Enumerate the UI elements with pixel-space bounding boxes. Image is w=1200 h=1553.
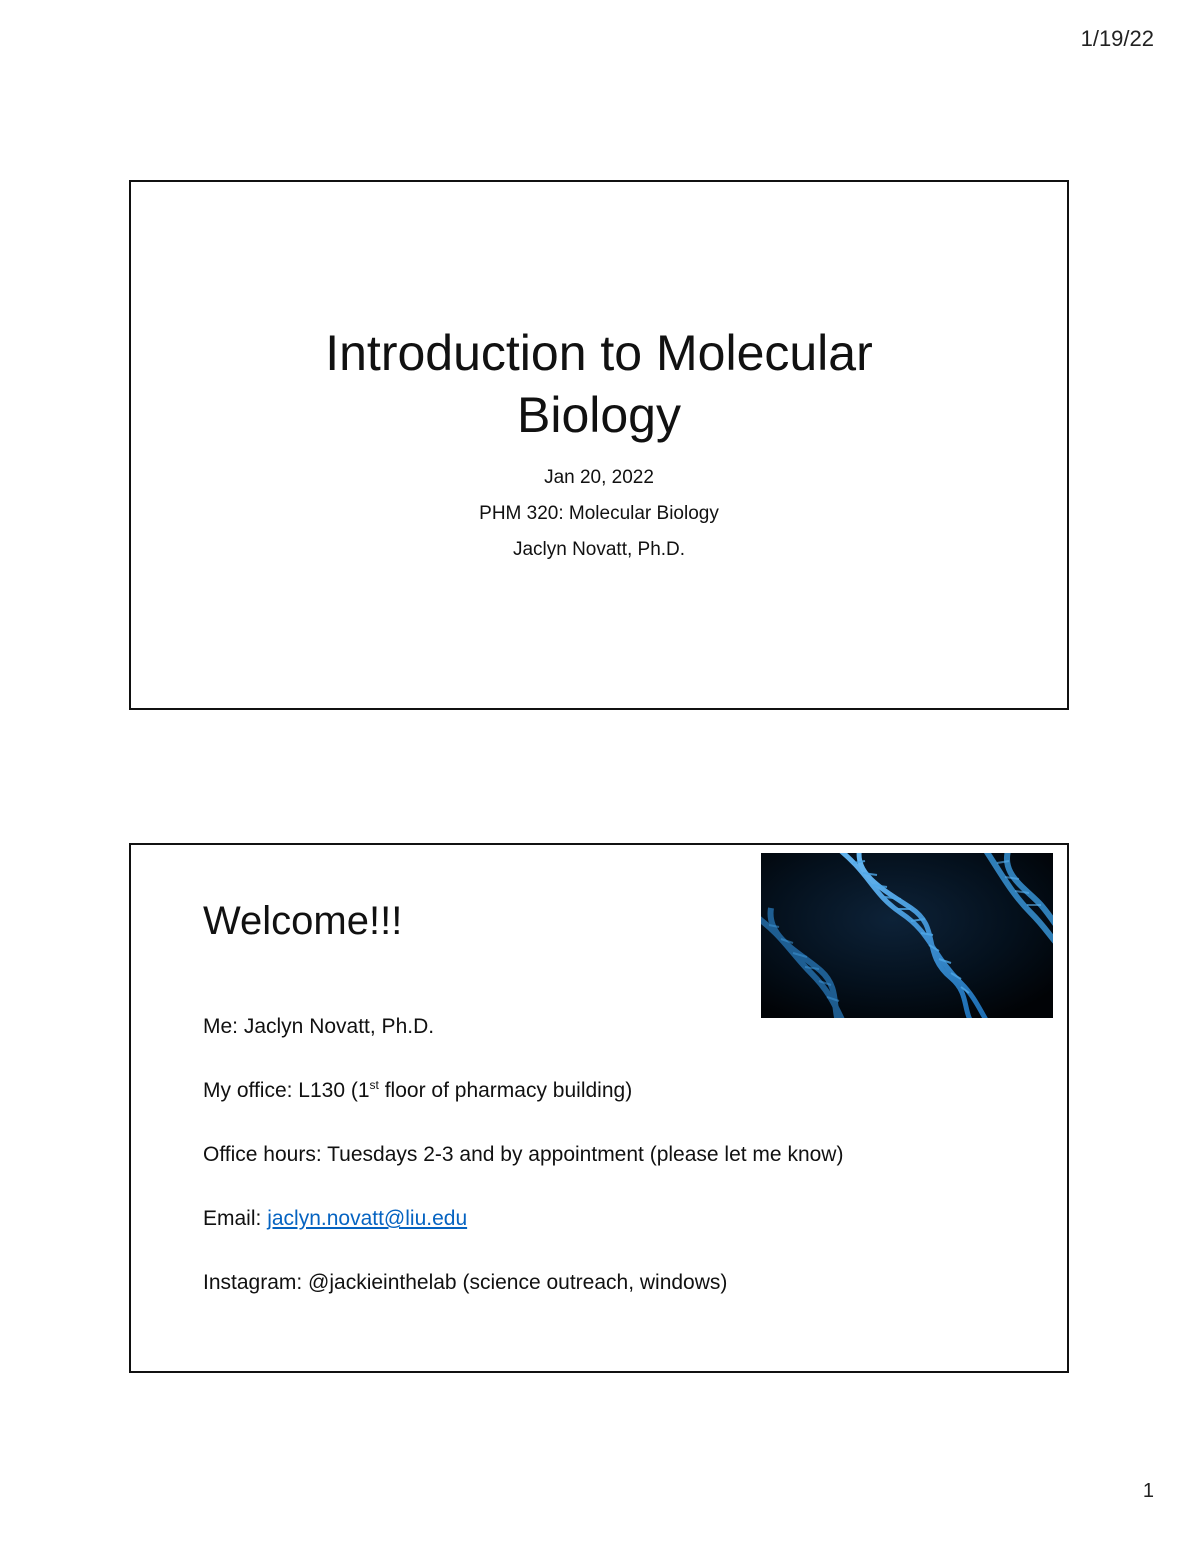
lecture-date: Jan 20, 2022 (544, 467, 654, 488)
email-link[interactable]: jaclyn.novatt@liu.edu (267, 1207, 468, 1230)
office-hours: Office hours: Tuesdays 2-3 and by appointment (please let me know) (203, 1143, 844, 1166)
office-text-suffix: floor of pharmacy building) (378, 1079, 633, 1102)
title-slide (129, 180, 1069, 710)
course-name: PHM 320: Molecular Biology (479, 503, 719, 524)
instagram-line: Instagram: @jackieinthelab (science outreach, windows) (203, 1271, 728, 1294)
contact-info-list (203, 1013, 843, 1333)
office-superscript: st (369, 1078, 379, 1092)
title-block (131, 322, 1067, 568)
welcome-slide (129, 843, 1069, 1373)
page-number: 1 (1142, 1480, 1154, 1502)
slide-title (131, 322, 1067, 446)
office-text: My office: L130 (1 (203, 1079, 370, 1102)
dna-helix-image (761, 853, 1053, 1018)
office-location (203, 1077, 843, 1105)
instructor-name: Me: Jaclyn Novatt, Ph.D. (203, 1015, 435, 1038)
slide-title-line-2: Biology (517, 387, 681, 443)
welcome-title: Welcome!!! (203, 899, 403, 943)
slide-title-line-1: Introduction to Molecular (325, 325, 873, 381)
page-date: 1/19/22 (1080, 26, 1154, 51)
presenter-name: Jaclyn Novatt, Ph.D. (512, 539, 686, 560)
email-line (203, 1205, 843, 1233)
subtitle-block (131, 460, 1067, 568)
email-label: Email: (203, 1207, 268, 1230)
